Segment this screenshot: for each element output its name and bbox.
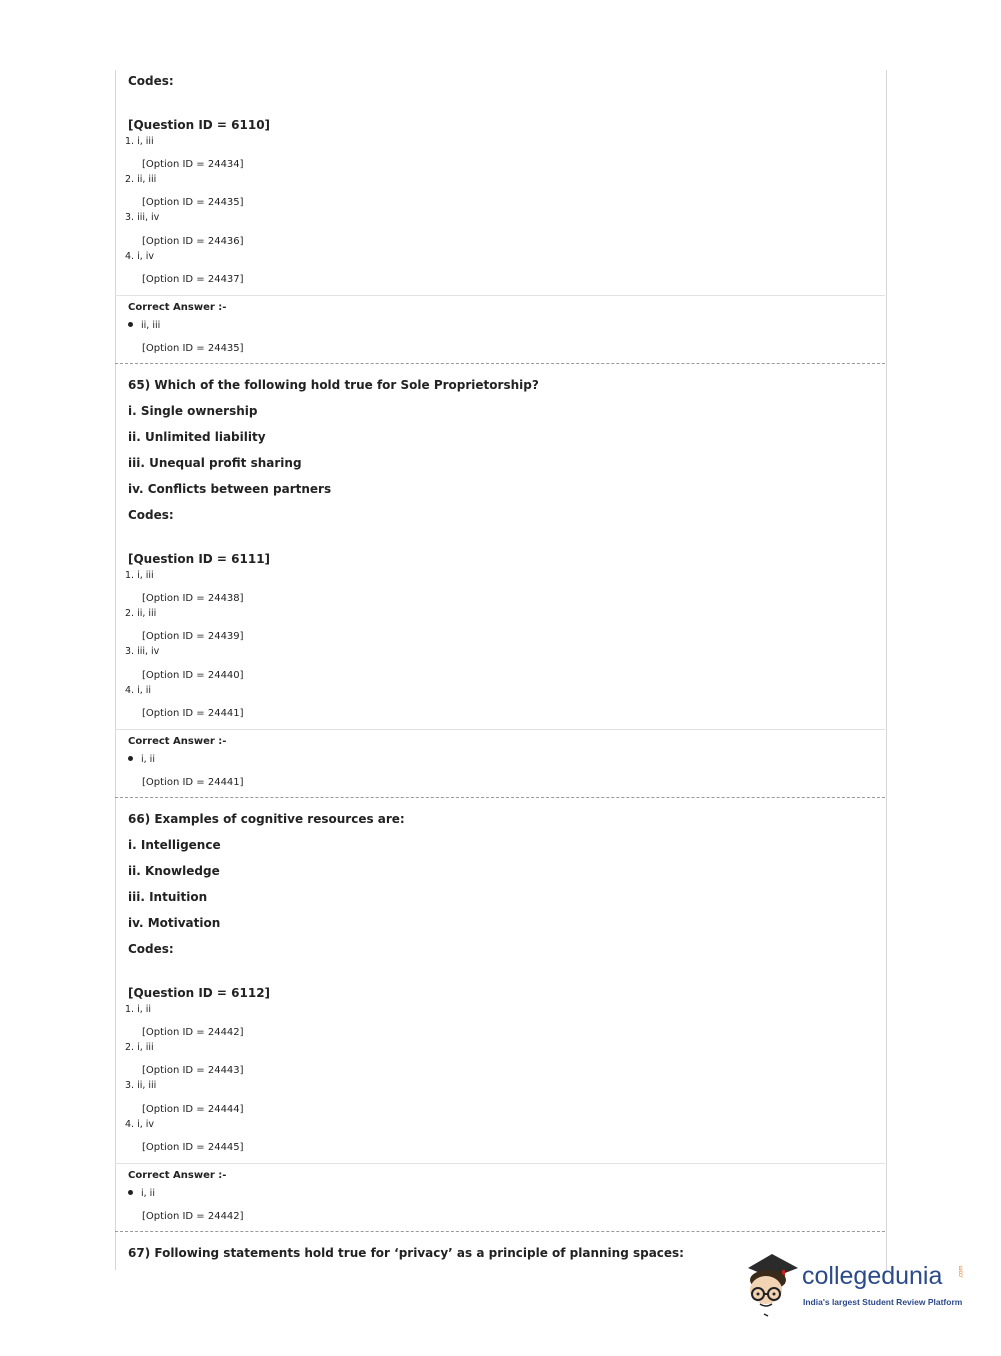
correct-answer: i, ii — [128, 1188, 155, 1199]
bullet-icon — [128, 1190, 133, 1195]
correct-option-id: [Option ID = 24435] — [142, 343, 244, 354]
option-label: 4. i, ii — [125, 685, 152, 696]
bullet-icon — [128, 756, 133, 761]
statement: iii. Unequal profit sharing — [128, 456, 302, 470]
correct-option-id: [Option ID = 24442] — [142, 1211, 244, 1222]
option-id: [Option ID = 24439] — [142, 631, 244, 642]
option-id: [Option ID = 24436] — [142, 236, 244, 247]
section-divider — [115, 295, 885, 296]
option-id: [Option ID = 24444] — [142, 1104, 244, 1115]
option-label: 1. i, iii — [125, 136, 154, 147]
codes-label: Codes: — [128, 508, 174, 522]
option-id: [Option ID = 24438] — [142, 593, 244, 604]
bullet-icon — [128, 322, 133, 327]
mascot-icon — [742, 1250, 804, 1320]
question-id: [Question ID = 6111] — [128, 552, 271, 566]
logo-wordmark: collegedunia — [802, 1262, 943, 1290]
question-id: [Question ID = 6110] — [128, 118, 271, 132]
statement: iv. Conflicts between partners — [128, 482, 332, 496]
statement: i. Single ownership — [128, 404, 258, 418]
logo-tagline: India's largest Student Review Platform — [803, 1297, 963, 1307]
option-id: [Option ID = 24434] — [142, 159, 244, 170]
question-text: 65) Which of the following hold true for Sole Proprietorship? — [128, 378, 539, 392]
question-text: 66) Examples of cognitive resources are: — [128, 812, 405, 826]
statement: iv. Motivation — [128, 916, 221, 930]
option-id: [Option ID = 24437] — [142, 274, 244, 285]
option-label: 3. iii, iv — [125, 212, 160, 223]
question-divider — [115, 797, 885, 798]
option-label: 3. iii, iv — [125, 646, 160, 657]
option-label: 2. i, iii — [125, 1042, 154, 1053]
correct-answer-label: Correct Answer :- — [128, 302, 227, 313]
option-id: [Option ID = 24442] — [142, 1027, 244, 1038]
option-label: 2. ii, iii — [125, 608, 157, 619]
option-label: 2. ii, iii — [125, 174, 157, 185]
question-divider — [115, 1231, 885, 1232]
option-id: [Option ID = 24441] — [142, 708, 244, 719]
question-id: [Question ID = 6112] — [128, 986, 271, 1000]
codes-label: Codes: — [128, 942, 174, 956]
statement: iii. Intuition — [128, 890, 208, 904]
statement: i. Intelligence — [128, 838, 221, 852]
correct-answer: ii, iii — [128, 320, 160, 331]
option-id: [Option ID = 24443] — [142, 1065, 244, 1076]
section-divider — [115, 729, 885, 730]
collegedunia-logo — [742, 1250, 972, 1320]
statement: ii. Unlimited liability — [128, 430, 266, 444]
option-id: [Option ID = 24445] — [142, 1142, 244, 1153]
option-label: 4. i, iv — [125, 1119, 155, 1130]
option-label: 1. i, iii — [125, 570, 154, 581]
question-divider — [115, 363, 885, 364]
option-id: [Option ID = 24435] — [142, 197, 244, 208]
correct-answer-label: Correct Answer :- — [128, 1170, 227, 1181]
option-label: 1. i, ii — [125, 1004, 152, 1015]
correct-option-id: [Option ID = 24441] — [142, 777, 244, 788]
statement: ii. Knowledge — [128, 864, 220, 878]
option-id: [Option ID = 24440] — [142, 670, 244, 681]
option-label: 4. i, iv — [125, 251, 155, 262]
section-divider — [115, 1163, 885, 1164]
correct-answer-label: Correct Answer :- — [128, 736, 227, 747]
correct-answer: i, ii — [128, 754, 155, 765]
logo-com: .com — [958, 1265, 965, 1279]
question-text: 67) Following statements hold true for ‘privacy’ as a principle of planning spaces: — [128, 1246, 684, 1260]
codes-label: Codes: — [128, 74, 174, 88]
option-label: 3. ii, iii — [125, 1080, 157, 1091]
